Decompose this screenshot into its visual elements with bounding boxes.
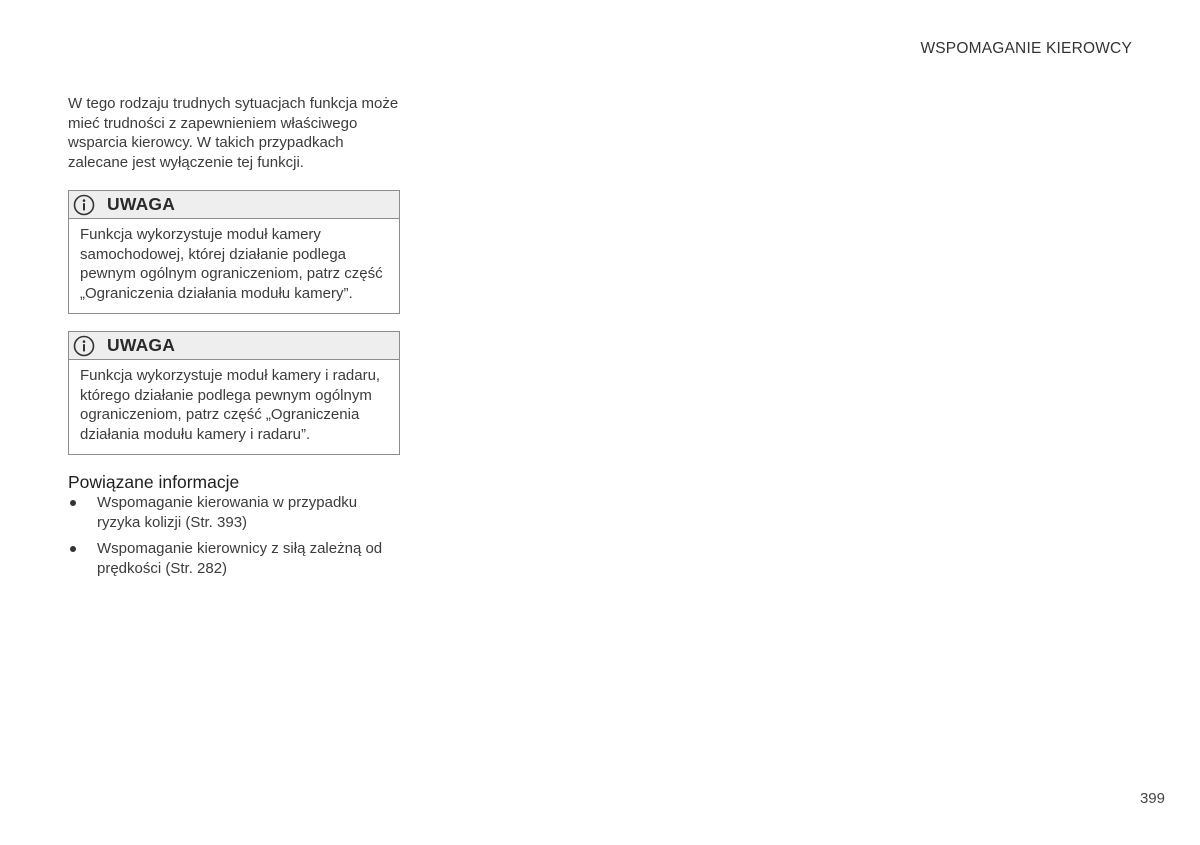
note-box-camera-radar (68, 331, 400, 455)
bullet-icon (68, 539, 97, 578)
related-info-heading: Powiązane informacje (68, 472, 240, 492)
note-box-camera (68, 190, 400, 314)
related-info-list (68, 493, 400, 578)
note-title: UWAGA (107, 335, 176, 355)
main-column (68, 94, 400, 585)
bullet-icon (68, 493, 97, 532)
info-icon (73, 335, 95, 357)
note-title: UWAGA (107, 194, 176, 214)
page-number: 399 (1139, 790, 1165, 807)
info-icon (73, 194, 95, 216)
note-header (69, 332, 399, 360)
related-link-text[interactable]: Wspomaganie kierownicy z siłą zależną od prędkości (Str. 282) (97, 540, 383, 577)
intro-paragraph: W tego rodzaju trudnych sytuacjach funkcja może mieć trudności z zapewnieniem właściwego wsparcia kierowcy. W takich przypadkach zalecane jest wyłączenie tej funkcji. (68, 95, 399, 171)
note-text: Funkcja wykorzystuje moduł kamery i radaru, którego działanie podlega pewnym ogólnym ograniczeniom, patrz część „Ograniczenia działania modułu kamery i radaru”. (80, 367, 381, 443)
related-link-steering-collision[interactable] (68, 493, 400, 532)
related-link-speed-steering[interactable] (68, 539, 400, 578)
section-title: WSPOMAGANIE KIEROWCY (920, 40, 1132, 57)
related-link-text[interactable]: Wspomaganie kierowania w przypadku ryzyka kolizji (Str. 393) (97, 494, 358, 531)
note-text: Funkcja wykorzystuje moduł kamery samochodowej, której działanie podlega pewnym ogólnym ograniczeniom, patrz część „Ograniczenia działania modułu kamery”. (80, 226, 383, 302)
note-header (69, 191, 399, 219)
